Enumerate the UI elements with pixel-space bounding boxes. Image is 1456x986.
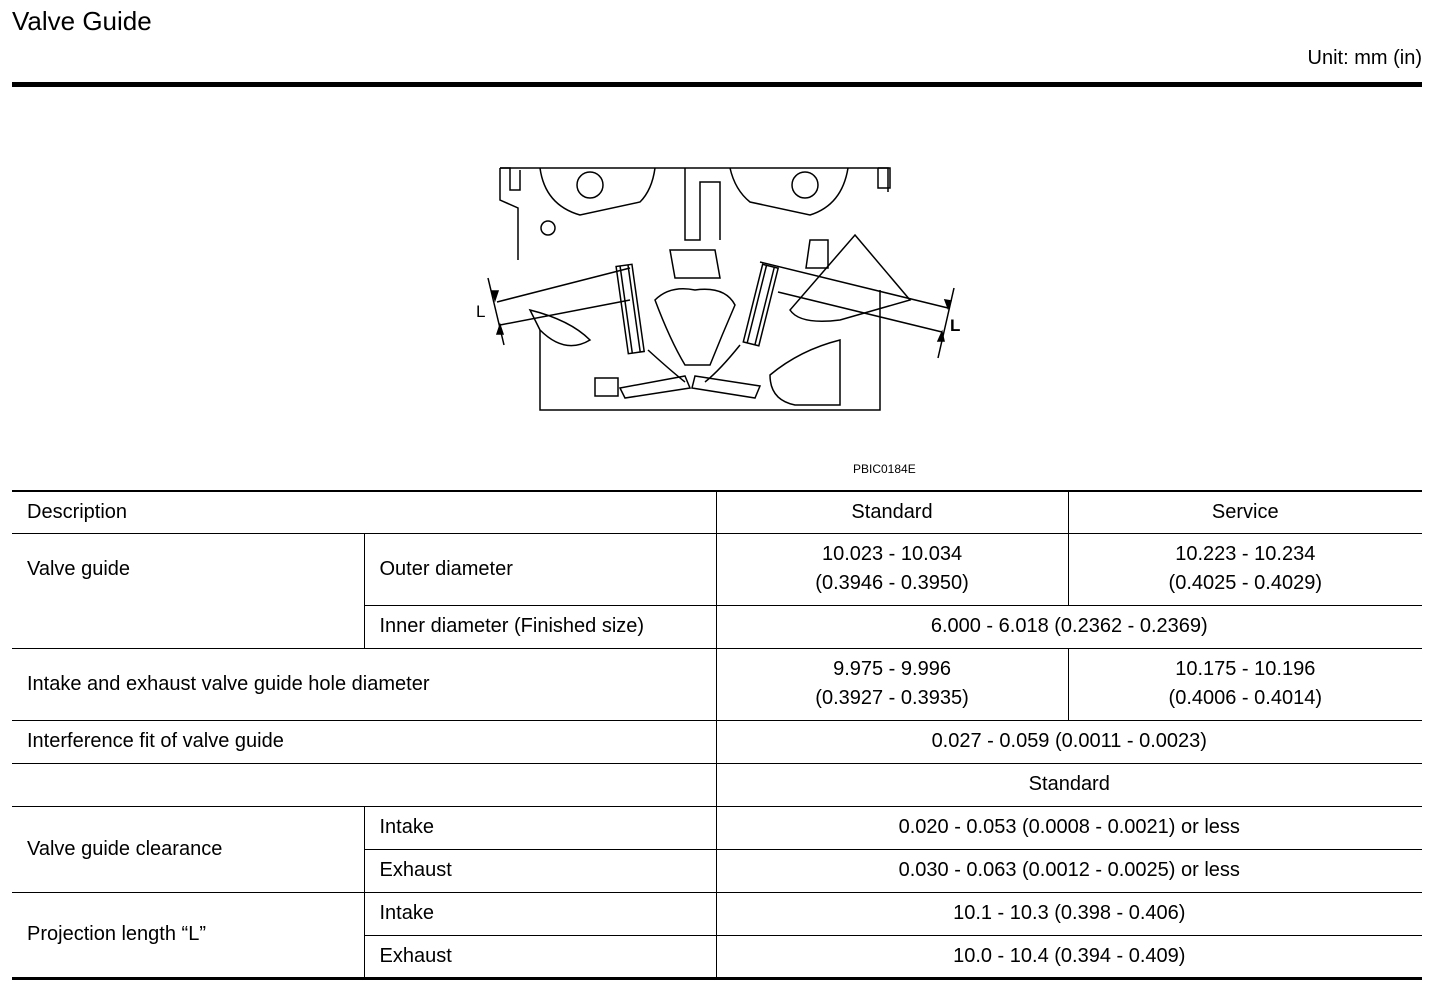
table-row (12, 648, 1422, 720)
cell-outer-service (1068, 533, 1422, 605)
header-service: Service (1068, 491, 1422, 533)
table-subheader-row (12, 763, 1422, 806)
empty-cell (12, 763, 716, 806)
cell-clearance-intake: 0.020 - 0.053 (0.0008 - 0.0021) or less (716, 806, 1422, 849)
row-label-valve-guide-clearance: Valve guide clearance (12, 806, 364, 892)
hole-standard-mm: 9.975 - 9.996 (833, 658, 951, 680)
cell-interference-fit: 0.027 - 0.059 (0.0011 - 0.0023) (716, 720, 1422, 763)
valve-guide-spec-table (12, 490, 1422, 980)
outer-standard-in: (0.3946 - 0.3950) (815, 572, 969, 594)
row-label-interference-fit: Interference fit of valve guide (12, 720, 716, 763)
row-sublabel-outer-diameter: Outer diameter (364, 533, 716, 605)
cell-projection-intake: 10.1 - 10.3 (0.398 - 0.406) (716, 892, 1422, 935)
hole-service-in: (0.4006 - 0.4014) (1168, 687, 1322, 709)
hole-service-mm: 10.175 - 10.196 (1175, 658, 1316, 680)
row-sublabel-intake: Intake (364, 806, 716, 849)
cell-clearance-exhaust: 0.030 - 0.063 (0.0012 - 0.0025) or less (716, 849, 1422, 892)
unit-label: Unit: mm (in) (1307, 47, 1422, 69)
empty-cell (12, 605, 364, 648)
cell-projection-exhaust: 10.0 - 10.4 (0.394 - 0.409) (716, 935, 1422, 978)
row-sublabel-exhaust: Exhaust (364, 935, 716, 978)
row-sublabel-inner-diameter: Inner diameter (Finished size) (364, 605, 716, 648)
table-row (12, 720, 1422, 763)
row-label-projection-length: Projection length “L” (12, 892, 364, 978)
dimension-label-left: L (476, 302, 486, 321)
outer-standard-mm: 10.023 - 10.034 (821, 543, 963, 565)
cylinder-head-diagram (470, 160, 970, 420)
hole-standard-in: (0.3927 - 0.3935) (815, 687, 969, 709)
cell-inner-diameter: 6.000 - 6.018 (0.2362 - 0.2369) (716, 605, 1422, 648)
row-sublabel-exhaust: Exhaust (364, 849, 716, 892)
title-rule (12, 82, 1422, 87)
table-row (12, 533, 1422, 605)
outer-service-in: (0.4025 - 0.4029) (1168, 572, 1322, 594)
table-row (12, 605, 1422, 648)
table-row (12, 806, 1422, 849)
cell-outer-standard (716, 533, 1068, 605)
header-description: Description (12, 491, 716, 533)
outer-service-mm: 10.223 - 10.234 (1175, 543, 1316, 565)
figure-code: PBIC0184E (853, 462, 916, 476)
cell-hole-standard (716, 648, 1068, 720)
dimension-label-right: L (950, 316, 961, 335)
row-label-valve-guide: Valve guide (12, 533, 364, 605)
row-sublabel-intake: Intake (364, 892, 716, 935)
page-title: Valve Guide (12, 6, 152, 36)
table-row (12, 892, 1422, 935)
row-label-hole-diameter: Intake and exhaust valve guide hole diameter (12, 648, 716, 720)
table-header-row (12, 491, 1422, 533)
header-standard: Standard (716, 491, 1068, 533)
subheader-standard: Standard (716, 763, 1422, 806)
cell-hole-service (1068, 648, 1422, 720)
